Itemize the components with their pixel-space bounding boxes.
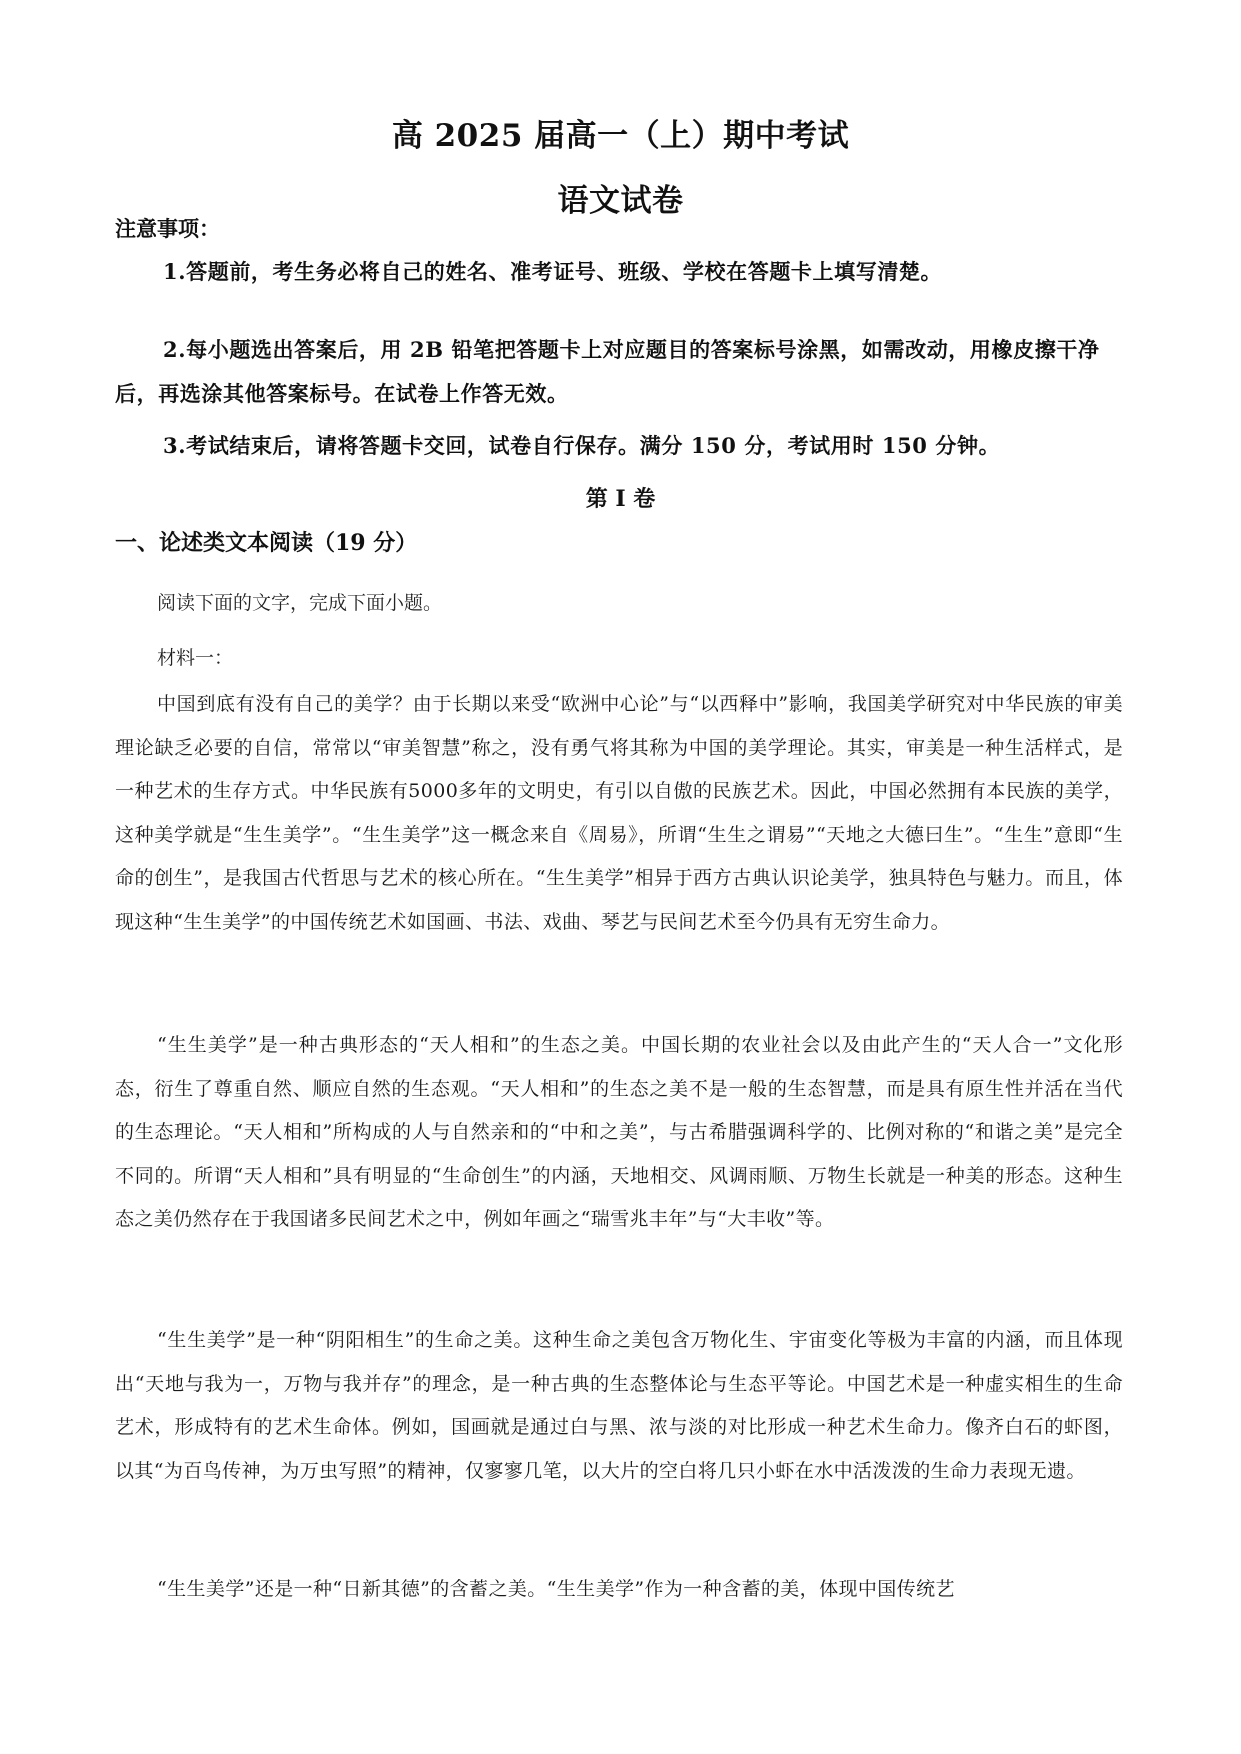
notes-heading: 注意事项： [115, 216, 220, 241]
note-item-1: 1.答题前，考生务必将自己的姓名、准考证号、班级、学校在答题卡上填写清楚。 [163, 259, 943, 284]
exam-subtitle: 语文试卷 [557, 183, 684, 219]
section-title: 一、论述类文本阅读（19 分） [115, 530, 418, 556]
note-item-2: 2.每小题选出答案后，用 2B 铅笔把答题卡上对应题目的答案标号涂黑，如需改动，用橡皮擦干净后，再选涂其他答案标号。在试卷上作答无效。 [115, 337, 1100, 406]
volume-label: 第 I 卷 [585, 486, 656, 512]
material-label: 材料一： [157, 647, 234, 669]
section-instruction: 阅读下面的文字，完成下面小题。 [157, 592, 443, 614]
passage-paragraph-3: “生生美学”是一种“阴阳相生”的生命之美。这种生命之美包含万物化生、宇宙变化等极为丰富的内涵，而且体现出“天地与我为一，万物与我并存”的理念，是一种古典的生态整体论与生态平等论。中国艺术是一种虚实相生的生命艺术，形成特有的艺术生命体。例如，国画就是通过白与黑、浓与淡的对比形成一种艺术生命力。像齐白石的虾图，以其“为百鸟传神，为万虫写照”的精神，仅寥寥几笔，以大片的空白将几只小虾在水中活泼泼的生命力表现无遗。 [115, 1329, 1123, 1482]
note-item-3: 3.考试结束后，请将答题卡交回，试卷自行保存。满分 150 分，考试用时 150 分钟。 [163, 433, 1001, 458]
exam-title: 高 2025 届高一（上）期中考试 [391, 118, 850, 154]
passage-paragraph-4: “生生美学”还是一种“日新其德”的含蓄之美。“生生美学”作为一种含蓄的美，体现中国传统艺 [157, 1578, 955, 1600]
passage-paragraph-2: “生生美学”是一种古典形态的“天人相和”的生态之美。中国长期的农业社会以及由此产生的“天人合一”文化形态，衍生了尊重自然、顺应自然的生态观。“天人相和”的生态之美不是一般的生态智慧，而是具有原生性并活在当代的生态理论。“天人相和”所构成的人与自然亲和的“中和之美”，与古希腊强调科学的、比例对称的“和谐之美”是完全不同的。所谓“天人相和”具有明显的“生命创生”的内涵，天地相交、风调雨顺、万物生长就是一种美的形态。这种生态之美仍然存在于我国诸多民间艺术之中，例如年画之“瑞雪兆丰年”与“大丰收”等。 [115, 1034, 1123, 1230]
passage-paragraph-1: 中国到底有没有自己的美学？由于长期以来受“欧洲中心论”与“以西释中”影响，我国美学研究对中华民族的审美理论缺乏必要的自信，常常以“审美智慧”称之，没有勇气将其称为中国的美学理论。其实，审美是一种生活样式，是一种艺术的生存方式。中华民族有5000多年的文明史，有引以自傲的民族艺术。因此，中国必然拥有本民族的美学，这种美学就是“生生美学”。“生生美学”这一概念来自《周易》，所谓“生生之谓易”“天地之大德曰生”。“生生”意即“生命的创生”，是我国古代哲思与艺术的核心所在。“生生美学”相异于西方古典认识论美学，独具特色与魅力。而且，体现这种“生生美学”的中国传统艺术如国画、书法、戏曲、琴艺与民间艺术至今仍具有无穷生命力。 [115, 693, 1123, 933]
